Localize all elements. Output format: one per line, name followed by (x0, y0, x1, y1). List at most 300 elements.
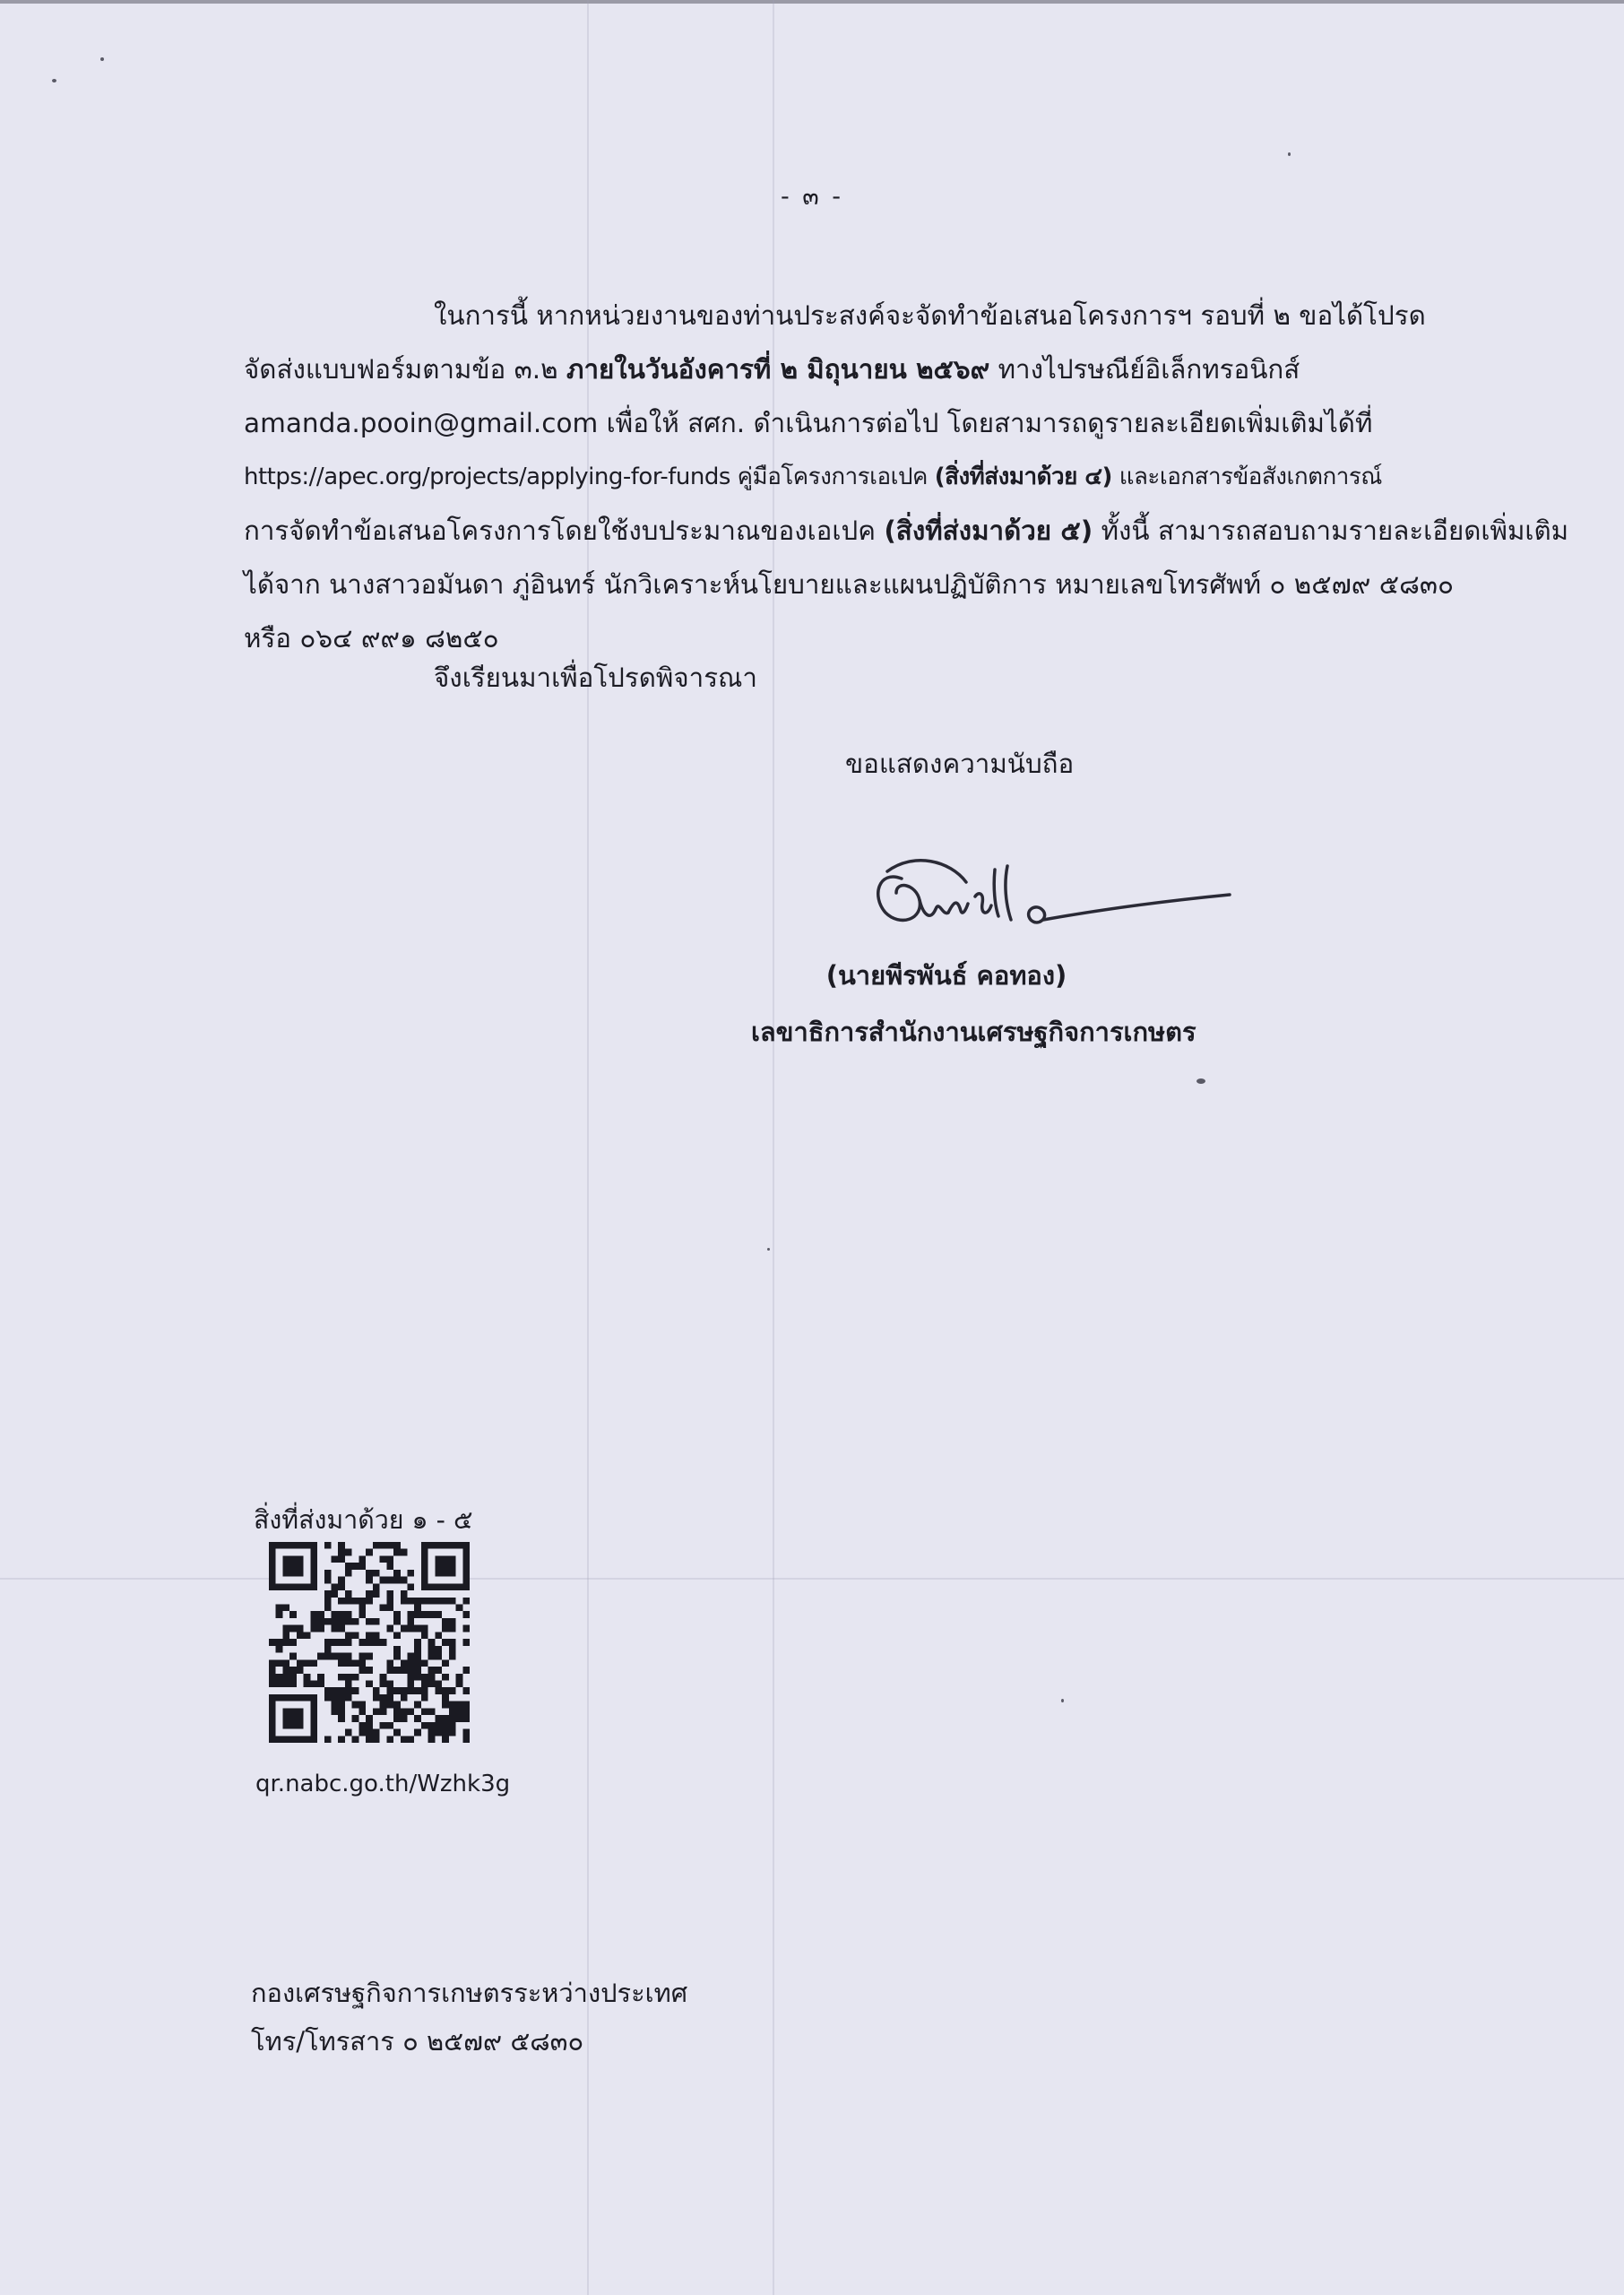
qr-module (345, 1563, 352, 1570)
qr-module (332, 1618, 339, 1625)
qr-module (456, 1674, 463, 1681)
qr-module (380, 1555, 387, 1563)
qr-module (345, 1659, 352, 1667)
qr-module (421, 1611, 428, 1618)
qr-module (276, 1694, 283, 1702)
qr-module (289, 1708, 297, 1715)
qr-module (421, 1632, 428, 1639)
qr-module (386, 1687, 393, 1694)
qr-module (345, 1639, 352, 1646)
qr-module (352, 1674, 359, 1681)
qr-module (276, 1646, 283, 1653)
qr-module (435, 1570, 442, 1577)
deadline-text: ภายในวันอังคารที่ ๒ มิถุนายน ๒๕๖๙ (566, 354, 990, 385)
qr-module (358, 1555, 366, 1563)
qr-module (393, 1542, 401, 1549)
qr-module (442, 1542, 449, 1549)
body-text: และเอกสารข้อสังเกตการณ์ (1111, 463, 1382, 490)
qr-module (297, 1563, 304, 1570)
qr-module (289, 1555, 297, 1563)
qr-module (401, 1687, 408, 1694)
qr-module (435, 1542, 442, 1549)
qr-module (366, 1618, 373, 1625)
qr-module (386, 1542, 393, 1549)
qr-module (338, 1694, 345, 1702)
qr-module (442, 1639, 449, 1646)
qr-module (324, 1736, 332, 1743)
qr-module (373, 1632, 380, 1639)
qr-module (332, 1611, 339, 1618)
qr-module (373, 1583, 380, 1590)
qr-module (407, 1687, 414, 1694)
qr-module (269, 1549, 276, 1556)
qr-module (269, 1570, 276, 1577)
qr-module (449, 1618, 456, 1625)
qr-module (442, 1625, 449, 1632)
qr-module (414, 1667, 421, 1674)
qr-module (366, 1736, 373, 1743)
qr-module (282, 1639, 289, 1646)
letter-body (244, 289, 1569, 665)
qr-module (310, 1618, 317, 1625)
qr-module (380, 1722, 387, 1729)
closing-request: จึงเรียนมาเพื่อโปรดพิจารณา (434, 663, 757, 693)
qr-module (289, 1736, 297, 1743)
qr-module (324, 1598, 332, 1605)
qr-module (282, 1680, 289, 1687)
qr-module (269, 1708, 276, 1715)
qr-module (393, 1646, 401, 1653)
qr-module (269, 1715, 276, 1722)
qr-module (414, 1646, 421, 1653)
qr-module (276, 1659, 283, 1667)
qr-module (358, 1563, 366, 1570)
qr-module (366, 1632, 373, 1639)
qr-module (462, 1702, 470, 1709)
qr-module (442, 1674, 449, 1681)
qr-module (338, 1618, 345, 1625)
qr-module (269, 1736, 276, 1743)
qr-module (428, 1542, 436, 1549)
qr-module (373, 1542, 380, 1549)
qr-module (358, 1667, 366, 1674)
qr-module (407, 1618, 414, 1625)
qr-module (352, 1715, 359, 1722)
qr-module (289, 1563, 297, 1570)
qr-module (435, 1555, 442, 1563)
body-text: ทั้งนี้ สามารถสอบถามรายละเอียดเพิ่มเติม (1093, 515, 1569, 546)
qr-module (289, 1570, 297, 1577)
qr-module (393, 1632, 401, 1639)
qr-module (393, 1570, 401, 1577)
qr-module (358, 1708, 366, 1715)
qr-module (449, 1715, 456, 1722)
qr-module (324, 1570, 332, 1577)
enclosure-ref: (สิ่งที่ส่งมาด้วย ๕) (884, 515, 1093, 546)
qr-module (442, 1729, 449, 1736)
qr-module (386, 1563, 393, 1570)
qr-module (462, 1570, 470, 1577)
qr-module (393, 1702, 401, 1709)
qr-module (449, 1570, 456, 1577)
qr-module (324, 1687, 332, 1694)
qr-module (338, 1583, 345, 1590)
qr-module (297, 1542, 304, 1549)
qr-module (407, 1680, 414, 1687)
page-number: - ๓ - (780, 183, 844, 211)
qr-module (414, 1611, 421, 1618)
qr-module (421, 1674, 428, 1681)
qr-module (428, 1653, 436, 1660)
qr-module (269, 1577, 276, 1584)
qr-module (332, 1687, 339, 1694)
qr-module (449, 1702, 456, 1709)
qr-module (338, 1611, 345, 1618)
qr-module (442, 1598, 449, 1605)
qr-module (401, 1708, 408, 1715)
body-text: จัดส่งแบบฟอร์มตามข้อ ๓.๒ (244, 354, 567, 385)
qr-module (345, 1549, 352, 1556)
qr-module (373, 1736, 380, 1743)
qr-module (269, 1694, 276, 1702)
qr-module (324, 1590, 332, 1598)
qr-module (366, 1715, 373, 1722)
qr-module (386, 1577, 393, 1584)
department-name: กองเศรษฐกิจการเกษตรระหว่างประเทศ (251, 1978, 688, 2008)
qr-module (414, 1659, 421, 1667)
qr-module (310, 1715, 317, 1722)
qr-module (373, 1694, 380, 1702)
qr-module (401, 1694, 408, 1702)
qr-module (366, 1639, 373, 1646)
qr-module (386, 1605, 393, 1612)
qr-module (282, 1715, 289, 1722)
qr-module (269, 1542, 276, 1549)
qr-module (449, 1708, 456, 1715)
department-phone: โทร/โทรสาร ๐ ๒๕๗๙ ๕๘๓๐ (251, 2026, 584, 2057)
qr-url: qr.nabc.go.th/Wzhk3g (255, 1771, 511, 1797)
qr-module (282, 1555, 289, 1563)
qr-module (304, 1542, 311, 1549)
qr-module (358, 1598, 366, 1605)
qr-module (366, 1653, 373, 1660)
qr-module (332, 1702, 339, 1709)
qr-module (380, 1639, 387, 1646)
qr-module (442, 1555, 449, 1563)
signer-name: (นายพีรพันธ์ คอทอง) (825, 960, 1067, 991)
qr-module (421, 1708, 428, 1715)
qr-module (324, 1618, 332, 1625)
qr-module (414, 1639, 421, 1646)
qr-module (462, 1708, 470, 1715)
qr-module (366, 1590, 373, 1598)
qr-module (421, 1577, 428, 1584)
body-line: หรือ ๐๖๔ ๙๙๑ ๘๒๕๐ (244, 623, 499, 654)
qr-module (297, 1632, 304, 1639)
qr-module (352, 1687, 359, 1694)
qr-module (442, 1687, 449, 1694)
qr-code (269, 1542, 470, 1743)
qr-module (442, 1570, 449, 1577)
qr-module (435, 1611, 442, 1618)
qr-module (386, 1555, 393, 1563)
qr-module (269, 1659, 276, 1667)
qr-module (428, 1729, 436, 1736)
qr-module (269, 1583, 276, 1590)
qr-module (401, 1667, 408, 1674)
qr-module (310, 1625, 317, 1632)
paper-fold-line (0, 1578, 1624, 1580)
qr-module (297, 1570, 304, 1577)
qr-module (304, 1632, 311, 1639)
qr-module (414, 1625, 421, 1632)
qr-module (338, 1625, 345, 1632)
scan-speck (100, 57, 104, 61)
qr-module (338, 1653, 345, 1660)
qr-module (462, 1729, 470, 1736)
qr-module (373, 1708, 380, 1715)
qr-module (442, 1702, 449, 1709)
body-line (244, 504, 1569, 558)
body-line (244, 450, 1479, 504)
qr-module (380, 1605, 387, 1612)
qr-module (414, 1653, 421, 1660)
qr-module (401, 1577, 408, 1584)
qr-module (386, 1590, 393, 1598)
qr-module (414, 1687, 421, 1694)
qr-module (462, 1687, 470, 1694)
qr-module (297, 1708, 304, 1715)
qr-module (352, 1659, 359, 1667)
qr-module (310, 1702, 317, 1709)
body-line: ในการนี้ หากหน่วยงานของท่านประสงค์จะจัดทำข้อเสนอโครงการฯ รอบที่ ๒ ขอได้โปรด (434, 300, 1426, 331)
qr-module (310, 1542, 317, 1549)
qr-module (345, 1687, 352, 1694)
scan-speck (767, 1248, 770, 1251)
qr-module (297, 1659, 304, 1667)
qr-module (338, 1715, 345, 1722)
qr-module (269, 1639, 276, 1646)
qr-module (401, 1549, 408, 1556)
qr-module (358, 1702, 366, 1709)
qr-module (338, 1708, 345, 1715)
qr-module (345, 1680, 352, 1687)
qr-module (276, 1611, 283, 1618)
qr-module (386, 1694, 393, 1702)
qr-module (407, 1708, 414, 1715)
qr-module (289, 1625, 297, 1632)
qr-module (310, 1708, 317, 1715)
qr-module (462, 1639, 470, 1646)
qr-module (435, 1646, 442, 1653)
qr-module (289, 1674, 297, 1681)
scan-speck (1061, 1699, 1064, 1702)
regards: ขอแสดงความนับถือ (845, 749, 1075, 779)
qr-module (462, 1555, 470, 1563)
qr-module (435, 1632, 442, 1639)
qr-module (282, 1583, 289, 1590)
qr-module (449, 1646, 456, 1653)
qr-module (401, 1715, 408, 1722)
qr-module (428, 1722, 436, 1729)
qr-module (442, 1659, 449, 1667)
qr-module (324, 1542, 332, 1549)
qr-module (401, 1590, 408, 1598)
qr-module (421, 1542, 428, 1549)
qr-module (380, 1694, 387, 1702)
qr-module (358, 1722, 366, 1729)
qr-module (338, 1598, 345, 1605)
body-text: การจัดทำข้อเสนอโครงการโดยใช้งบประมาณของเอเปค (244, 515, 885, 546)
body-text: ทางไปรษณีย์อิเล็กทรอนิกส์ (989, 354, 1300, 385)
qr-module (421, 1570, 428, 1577)
signer-title: เลขาธิการสำนักงานเศรษฐกิจการเกษตร (751, 1017, 1196, 1047)
qr-module (276, 1583, 283, 1590)
qr-module (435, 1598, 442, 1605)
qr-module (282, 1659, 289, 1667)
qr-module (380, 1702, 387, 1709)
qr-module (338, 1736, 345, 1743)
qr-module (358, 1653, 366, 1660)
enclosure-ref: (สิ่งที่ส่งมาด้วย ๔) (934, 463, 1112, 490)
qr-module (373, 1590, 380, 1598)
qr-module (366, 1570, 373, 1577)
qr-module (269, 1722, 276, 1729)
qr-module (297, 1555, 304, 1563)
qr-module (297, 1667, 304, 1674)
qr-module (462, 1549, 470, 1556)
qr-module (338, 1674, 345, 1681)
qr-module (393, 1549, 401, 1556)
qr-module (421, 1722, 428, 1729)
qr-module (338, 1555, 345, 1563)
qr-module (414, 1605, 421, 1612)
qr-module (414, 1674, 421, 1681)
scan-speck (52, 79, 56, 82)
qr-module (310, 1659, 317, 1667)
qr-module (456, 1708, 463, 1715)
qr-module (276, 1674, 283, 1681)
qr-module (407, 1653, 414, 1660)
qr-module (449, 1639, 456, 1646)
qr-module (366, 1729, 373, 1736)
qr-module (373, 1618, 380, 1625)
body-line: ได้จาก นางสาวอมันดา ภู่อินทร์ นักวิเคราะห์นโยบายและแผนปฏิบัติการ หมายเลขโทรศัพท์ ๐ ๒๕๗๙ ๕๘๓๐ (244, 569, 1454, 600)
qr-module (462, 1625, 470, 1632)
scan-edge (0, 0, 1624, 4)
qr-module (310, 1611, 317, 1618)
qr-module (352, 1736, 359, 1743)
qr-module (442, 1583, 449, 1590)
qr-module (386, 1598, 393, 1605)
qr-module (338, 1577, 345, 1584)
qr-module (304, 1659, 311, 1667)
qr-module (269, 1667, 276, 1674)
qr-module (282, 1736, 289, 1743)
scan-speck (1196, 1078, 1205, 1084)
qr-module (449, 1729, 456, 1736)
qr-module (414, 1598, 421, 1605)
qr-module (401, 1625, 408, 1632)
scan-speck (1288, 152, 1291, 156)
qr-module (421, 1694, 428, 1702)
qr-module (428, 1646, 436, 1653)
qr-module (310, 1570, 317, 1577)
qr-module (297, 1736, 304, 1743)
signature-image (860, 834, 1237, 959)
qr-module (449, 1687, 456, 1694)
qr-module (421, 1687, 428, 1694)
qr-module (282, 1708, 289, 1715)
qr-module (407, 1736, 414, 1743)
qr-module (435, 1667, 442, 1674)
qr-module (345, 1611, 352, 1618)
qr-module (332, 1653, 339, 1660)
qr-module (276, 1542, 283, 1549)
qr-module (282, 1542, 289, 1549)
qr-module (324, 1577, 332, 1584)
qr-module (462, 1577, 470, 1584)
qr-module (393, 1577, 401, 1584)
qr-module (462, 1611, 470, 1618)
qr-module (304, 1680, 311, 1687)
qr-module (393, 1667, 401, 1674)
qr-module (393, 1611, 401, 1618)
qr-module (304, 1583, 311, 1590)
qr-module (449, 1583, 456, 1590)
qr-module (310, 1729, 317, 1736)
qr-module (435, 1680, 442, 1687)
qr-module (297, 1625, 304, 1632)
qr-module (304, 1736, 311, 1743)
qr-module (310, 1563, 317, 1570)
qr-module (428, 1598, 436, 1605)
qr-module (421, 1555, 428, 1563)
qr-module (380, 1674, 387, 1681)
qr-module (456, 1583, 463, 1590)
qr-module (282, 1667, 289, 1674)
qr-module (442, 1563, 449, 1570)
qr-module (269, 1674, 276, 1681)
qr-module (310, 1736, 317, 1743)
qr-module (282, 1570, 289, 1577)
qr-module (310, 1549, 317, 1556)
qr-module (428, 1674, 436, 1681)
qr-module (366, 1577, 373, 1584)
qr-module (345, 1674, 352, 1681)
qr-module (449, 1653, 456, 1660)
qr-module (449, 1555, 456, 1563)
qr-module (317, 1674, 324, 1681)
body-text: https://apec.org/projects/applying-for-funds คู่มือโครงการเอเปค (244, 463, 935, 490)
qr-module (332, 1625, 339, 1632)
qr-module (449, 1542, 456, 1549)
qr-module (269, 1729, 276, 1736)
qr-module (421, 1598, 428, 1605)
qr-module (428, 1680, 436, 1687)
qr-module (435, 1653, 442, 1660)
qr-module (324, 1694, 332, 1702)
qr-module (421, 1680, 428, 1687)
qr-module (386, 1659, 393, 1667)
qr-module (276, 1605, 283, 1612)
qr-module (366, 1680, 373, 1687)
qr-module (428, 1639, 436, 1646)
qr-module (297, 1694, 304, 1702)
qr-module (289, 1639, 297, 1646)
qr-module (414, 1715, 421, 1722)
qr-module (449, 1563, 456, 1570)
